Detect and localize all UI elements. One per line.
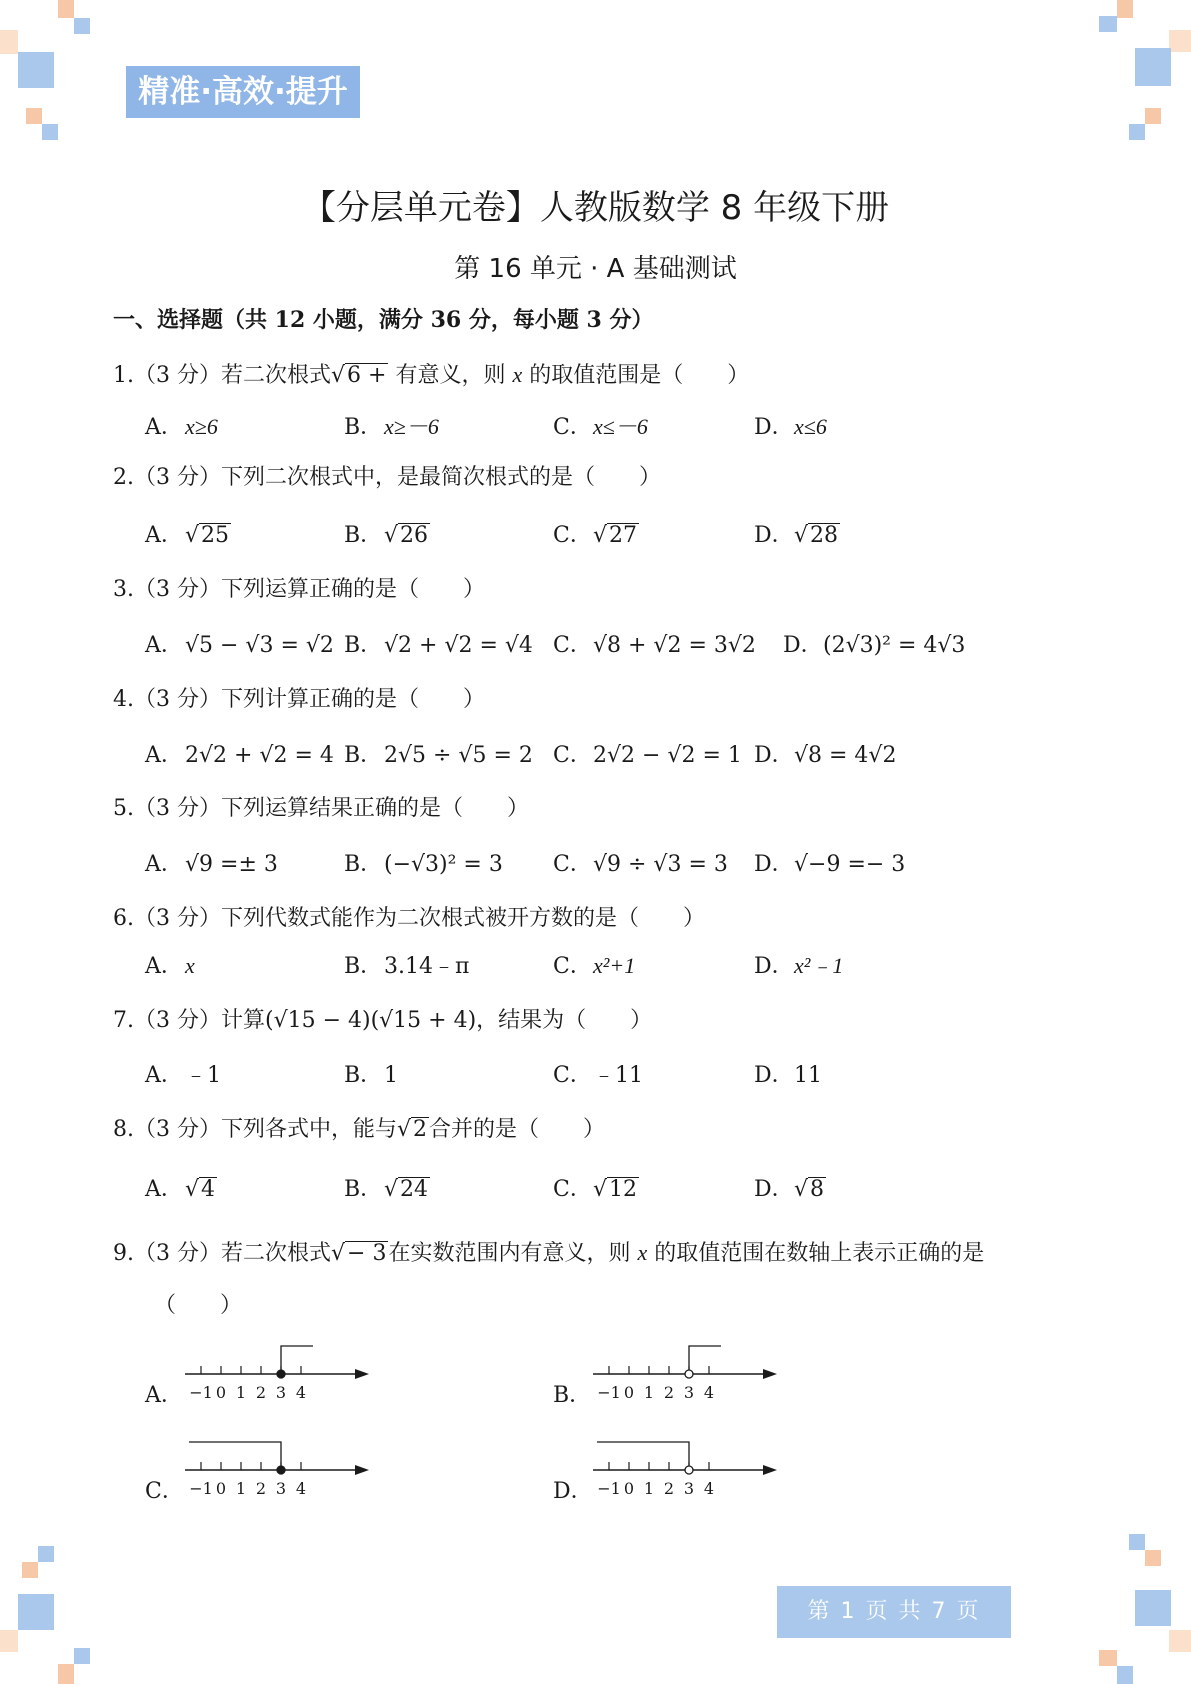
decor-square [0, 30, 18, 54]
tick-label: 3 [683, 1383, 695, 1402]
question-3: 3.（3 分）下列运算正确的是（ ） [113, 577, 485, 602]
tick-label: 1 [235, 1479, 247, 1498]
tick-label: 0 [623, 1383, 635, 1402]
tick-label: 0 [623, 1479, 635, 1498]
decor-square [1129, 1534, 1145, 1550]
option-b[interactable]: B．√2 + √2 = √4 [344, 633, 533, 658]
option-a[interactable]: A．﹣1 [145, 1063, 221, 1088]
option-c[interactable]: C．√8 + √2 = 3√2 [553, 633, 756, 658]
range-bracket [597, 1442, 689, 1466]
tick-label: 2 [663, 1383, 675, 1402]
decor-square [74, 1648, 90, 1664]
option-d[interactable]: D．x²﹣1 [754, 953, 844, 979]
number-line-a [185, 1334, 415, 1404]
solid-dot [277, 1370, 285, 1378]
option-b[interactable]: B． −1 0 1 2 3 4 [553, 1334, 793, 1404]
option-b[interactable]: B．√26 [344, 523, 429, 548]
decor-square [0, 1630, 18, 1652]
option-d[interactable]: D．11 [754, 1063, 822, 1088]
option-b[interactable]: B．√24 [344, 1177, 429, 1202]
option-c[interactable]: C．2√2 − √2 = 1 [553, 743, 742, 768]
option-a[interactable]: A．√9 =± 3 [145, 852, 278, 877]
option-d[interactable]: D．√−9 =− 3 [754, 852, 906, 877]
tick-label: −1 [597, 1479, 621, 1498]
option-b[interactable]: B．2√5 ÷ √5 = 2 [344, 743, 533, 768]
question-6: 6.（3 分）下列代数式能作为二次根式被开方数的是（ ） [113, 906, 705, 931]
option-c[interactable]: C．√27 [553, 523, 638, 548]
decor-square [22, 1562, 38, 1578]
solid-dot [277, 1466, 285, 1474]
question-6-options [0, 949, 1191, 989]
tick-label: 4 [295, 1383, 307, 1402]
question-5-options [0, 847, 1191, 887]
axis-arrow [355, 1465, 369, 1475]
decor-square [1099, 1650, 1117, 1666]
answer-paren: （ ） [154, 1293, 243, 1318]
option-a[interactable]: A．x≥6 [145, 414, 218, 440]
number-line-b [593, 1334, 823, 1404]
option-a[interactable]: A．√25 [145, 523, 230, 548]
decor-square [1169, 30, 1191, 52]
tick-label: 4 [703, 1479, 715, 1498]
tick-label: 3 [275, 1479, 287, 1498]
number-line-d [593, 1430, 823, 1500]
decor-square [1169, 1630, 1191, 1652]
option-c[interactable]: C．√12 [553, 1177, 638, 1202]
hollow-dot [685, 1370, 693, 1378]
range-bracket [189, 1442, 281, 1466]
option-b[interactable]: B．(−√3)² = 3 [344, 852, 503, 877]
question-2: 2.（3 分）下列二次根式中，是最简次根式的是（ ） [113, 465, 661, 490]
option-d[interactable]: D．√8 [754, 1177, 825, 1202]
question-8-options [0, 1172, 1191, 1212]
decor-square [38, 1546, 54, 1562]
decor-square [58, 1664, 74, 1684]
decor-square [74, 18, 90, 34]
tick-label: 3 [683, 1479, 695, 1498]
option-d[interactable]: D．(2√3)² = 4√3 [783, 633, 966, 658]
decor-square [1117, 1666, 1133, 1684]
option-b[interactable]: B．x≥－6 [344, 414, 439, 440]
radicand: 6 + [347, 363, 387, 388]
tick-label: 2 [663, 1479, 675, 1498]
option-a[interactable]: A．√4 [145, 1177, 216, 1202]
radicand: − 3 [347, 1241, 387, 1266]
option-c[interactable]: C．x²+1 [553, 953, 636, 979]
decor-square [1129, 124, 1145, 140]
option-d[interactable]: D．√28 [754, 523, 839, 548]
option-a[interactable]: A．2√2 + √2 = 4 [145, 743, 334, 768]
radicand: 2 [413, 1117, 428, 1142]
range-bracket [689, 1346, 721, 1370]
decor-square [1145, 108, 1161, 124]
tick-label: 1 [643, 1383, 655, 1402]
question-1-options [0, 410, 1191, 450]
decor-square [18, 1594, 54, 1630]
question-4: 4.（3 分）下列计算正确的是（ ） [113, 687, 485, 712]
option-d[interactable]: D．x≤6 [754, 414, 827, 440]
tick-label: −1 [189, 1383, 213, 1402]
tick-label: 3 [275, 1383, 287, 1402]
axis-arrow [355, 1369, 369, 1379]
axis-arrow [763, 1465, 777, 1475]
option-c[interactable]: C．x≤－6 [553, 414, 648, 440]
question-3-options [0, 628, 1191, 668]
brand-badge: 精准·高效·提升 [126, 66, 360, 118]
question-9: 9.（3 分）若二次根式√− 3在实数范围内有意义，则 x 的取值范围在数轴上表示正确的是 [113, 1240, 985, 1266]
tick-label: 0 [215, 1479, 227, 1498]
option-a[interactable]: A．√5 − √3 = √2 [145, 633, 334, 658]
question-8: 8.（3 分）下列各式中，能与√2合并的是（ ） [113, 1117, 606, 1142]
option-c[interactable]: C．√9 ÷ √3 = 3 [553, 852, 728, 877]
option-c[interactable]: C． −1 0 1 2 3 4 [145, 1430, 385, 1500]
tick-label: 2 [255, 1479, 267, 1498]
tick-label: 4 [295, 1479, 307, 1498]
question-5: 5.（3 分）下列运算结果正确的是（ ） [113, 796, 529, 821]
hollow-dot [685, 1466, 693, 1474]
decor-square [1145, 1550, 1161, 1566]
option-b[interactable]: B．1 [344, 1063, 398, 1088]
decor-square [58, 0, 74, 18]
number-line-c [185, 1430, 415, 1500]
decor-square [26, 108, 42, 124]
page-title: 【分层单元卷】人教版数学 8 年级下册 [301, 188, 890, 228]
question-7: 7.（3 分）计算(√15 − 4)(√15 + 4)，结果为（ ） [113, 1008, 653, 1033]
axis-arrow [763, 1369, 777, 1379]
option-d[interactable]: D．√8 = 4√2 [754, 743, 897, 768]
range-bracket [281, 1346, 313, 1370]
decor-square [1117, 0, 1133, 18]
option-a[interactable]: A． −1 0 1 2 3 4 [145, 1334, 385, 1404]
option-a[interactable]: A．x [145, 953, 195, 979]
question-7-options [0, 1058, 1191, 1098]
option-b[interactable]: B．3.14﹣π [344, 954, 470, 979]
question-4-options [0, 738, 1191, 778]
decor-square [1099, 16, 1117, 32]
tick-label: 1 [643, 1479, 655, 1498]
tick-label: 0 [215, 1383, 227, 1402]
question-2-options [0, 518, 1191, 558]
decor-square [1135, 1590, 1171, 1626]
tick-label: −1 [189, 1479, 213, 1498]
option-d[interactable]: D． −1 0 1 2 3 4 [553, 1430, 793, 1500]
page-subtitle: 第 16 单元 · A 基础测试 [454, 254, 737, 284]
page-indicator: 第 1 页 共 7 页 [777, 1586, 1011, 1638]
tick-label: −1 [597, 1383, 621, 1402]
decor-square [42, 124, 58, 140]
tick-label: 1 [235, 1383, 247, 1402]
option-c[interactable]: C．﹣11 [553, 1063, 643, 1088]
tick-label: 2 [255, 1383, 267, 1402]
decor-square [1135, 48, 1171, 86]
section-heading: 一、选择题（共 12 小题，满分 36 分，每小题 3 分） [113, 307, 654, 333]
decor-square [18, 52, 54, 88]
tick-label: 4 [703, 1383, 715, 1402]
question-1: 1.（3 分）若二次根式√6 + 有意义，则 x 的取值范围是（ ） [113, 362, 750, 388]
